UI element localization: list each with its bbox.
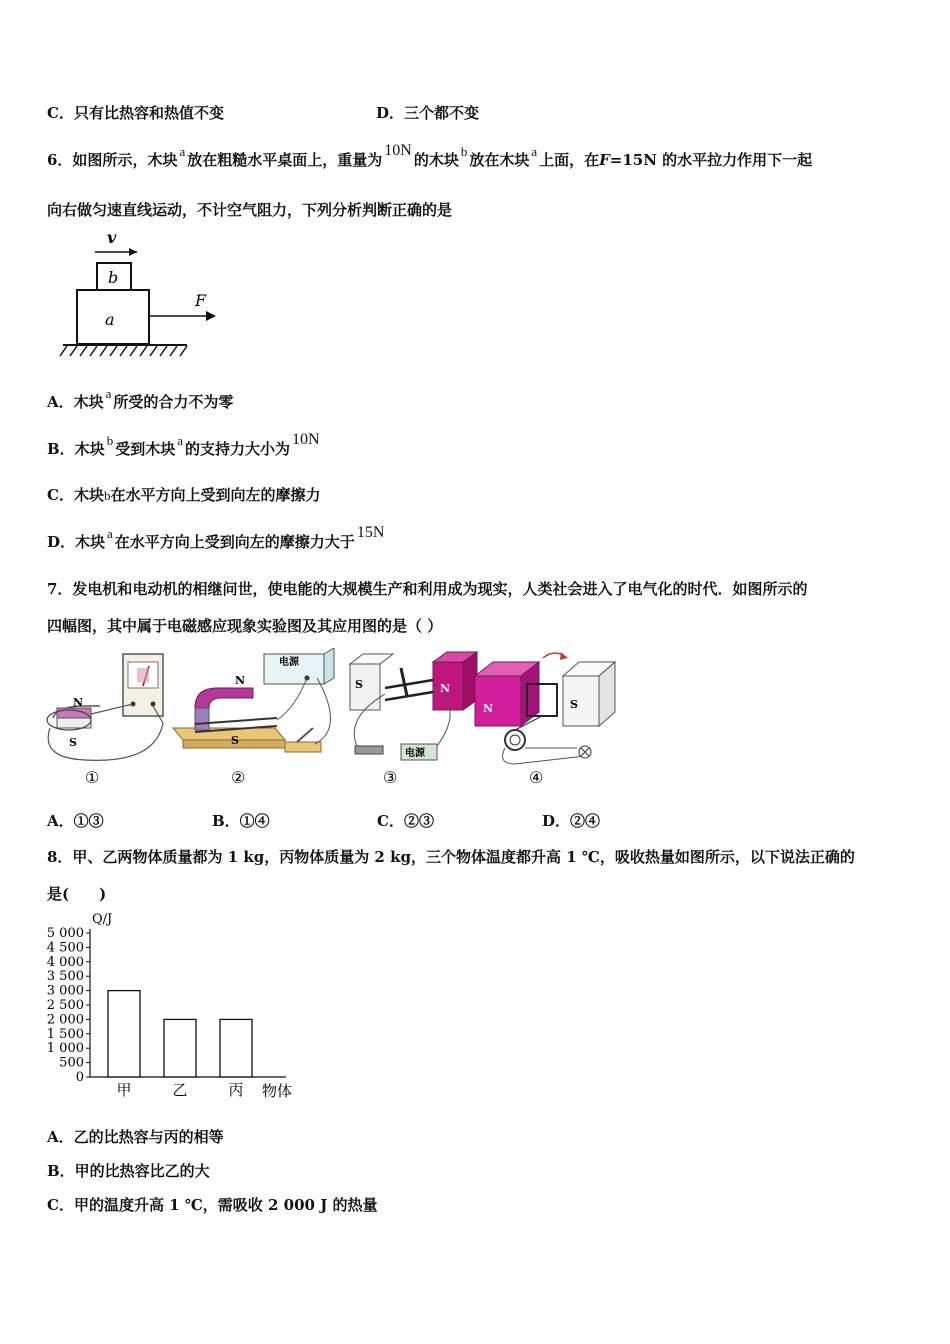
y-tick-label: 0 [75,1070,84,1085]
q8-stem-line2: 是( ) [47,885,107,903]
svg-text:④: ④ [529,768,544,787]
svg-text:N: N [483,702,494,715]
svg-text:N: N [73,696,84,709]
q6-option-d: D．木块 a 在水平方向上受到向左的摩擦力大于15N [47,524,385,551]
q8-stem-line1: 8．甲、乙两物体质量都为 1 kg，丙物体质量为 2 kg，三个物体温度都升高 1 ℃，吸收热量如图所示，以下说法正确的 [47,848,855,866]
y-tick-label: 5 000 [46,926,84,941]
apparatus-1 [47,654,163,787]
category-label-2: 乙 [172,1081,188,1099]
q6-stem-line2: 向右做匀速直线运动，不计空气阻力，下列分析判断正确的是 [47,201,453,219]
y-tick-label: 2 000 [46,1012,84,1028]
q7-apparatus-figure [45,648,625,790]
q7-option-d: D．②④ [542,812,601,830]
q5-option-c: C．只有比热容和热值不变 [47,104,224,122]
svg-text:S: S [355,678,363,691]
q7-stem-line2: 四幅图，其中属于电磁感应现象实验图及其应用图的是（ ） [47,617,443,635]
y-tick-label: 3 500 [46,969,84,985]
category-label-3: 丙 [228,1081,244,1099]
q6-option-c: C．木块b在水平方向上受到向左的摩擦力 [47,486,321,504]
svg-text:S: S [570,698,578,711]
svg-text:③: ③ [383,768,398,787]
q5-option-d: D．三个都不变 [376,104,480,122]
velocity-label: v [107,228,117,247]
svg-text:N: N [440,682,451,695]
svg-text:电源: 电源 [279,657,299,668]
bar-2 [164,1019,196,1077]
svg-text:电源: 电源 [405,748,425,759]
chart-y-axis-label: Q/J [92,912,113,927]
q8-option-a: A．乙的比热容与丙的相等 [47,1128,224,1146]
block-a-label: a [105,310,115,329]
y-tick-label: 4 000 [46,954,84,970]
q6-option-a: A．木块 a 所受的合力不为零 [47,386,234,411]
y-tick-label: 3 000 [46,983,84,999]
y-tick-label: 1 000 [46,1041,84,1057]
apparatus-4 [475,652,615,787]
q6-block-diagram [55,228,225,363]
q7-option-a: A．①③ [47,812,104,830]
apparatus-3 [350,652,477,787]
svg-text:①: ① [85,768,100,787]
bar-3 [220,1019,252,1077]
force-label: F [195,291,207,310]
q6-option-b: B．木块 b 受到木块 a 的支持力大小为10N [47,431,320,458]
svg-text:S: S [69,736,77,749]
y-tick-label: 1 500 [46,1026,84,1042]
q7-option-c: C．②③ [377,812,434,830]
y-tick-label: 4 500 [46,940,84,956]
q8-option-b: B．甲的比热容比乙的大 [47,1162,210,1180]
bar-1 [108,991,140,1077]
svg-text:②: ② [231,768,246,787]
q7-stem-line1: 7．发电机和电动机的相继问世，使电能的大规模生产和利用成为现实，人类社会进入了电气化的时代．如图所示的 [47,580,808,598]
block-b-label: b [108,268,119,287]
q6-stem-line1: 6．如图所示，木块 a 放在粗糙水平桌面上，重量为10N的木块 b 放在木块 a 上面，在F=15N 的水平拉力作用下一起 [47,142,813,169]
q8-option-c: C．甲的温度升高 1 ℃，需吸收 2 000 J 的热量 [47,1196,378,1214]
category-label-1: 甲 [116,1081,132,1099]
q7-option-b: B．①④ [212,812,270,830]
svg-text:S: S [231,734,239,747]
apparatus-2 [173,648,334,787]
y-tick-label: 500 [59,1055,84,1071]
q8-heat-bar-chart [40,905,310,1105]
chart-x-axis-label: 物体 [262,1082,293,1100]
svg-text:N: N [235,674,246,687]
y-tick-label: 2 500 [46,998,84,1013]
